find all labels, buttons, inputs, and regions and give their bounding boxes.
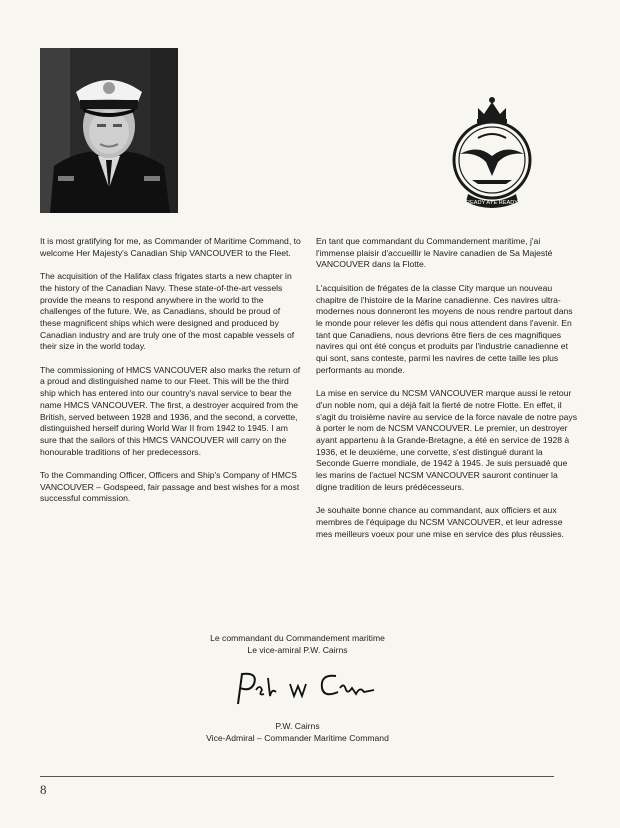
maritime-command-crest xyxy=(448,94,536,212)
footer-rule xyxy=(40,776,554,777)
french-title: Le commandant du Commandement maritime xyxy=(210,633,385,643)
french-paragraph: Je souhaite bonne chance au commandant, aux officiers et aux membres de l'équipage du NCSM VANCOUVER, et leur adresse mes meilleurs voeux pour une mise en service des plus réussies. xyxy=(316,505,564,539)
english-paragraph: The acquisition of the Halifax class frigates starts a new chapter in the history of the Canadian Navy. These state-of-the-art vessels provide the means to respond anywhere in the world to the challenges of the future. We, as Canadians, should be proud of these magnificent ships which were designed and produced by Canadian industry and are truly one of the most capable vessels of their size in the world today. xyxy=(40,271,295,352)
english-paragraph: It is most gratifying for me, as Commander of Maritime Command, to welcome Her Majesty's Canadian Ship VANCOUVER to the Fleet. xyxy=(40,236,301,258)
portrait-photo xyxy=(40,48,178,213)
french-message xyxy=(316,236,578,552)
english-title: Vice-Admiral – Commander Maritime Command xyxy=(206,732,389,743)
french-rank: Le vice-amiral P.W. Cairns xyxy=(247,644,348,655)
page-number: 8 xyxy=(40,782,47,797)
english-paragraph: To the Commanding Officer, Officers and Ship's Company of HMCS VANCOUVER – Godspeed, fair passage and best wishes for a most successful commission. xyxy=(40,470,300,504)
english-signature-block xyxy=(0,721,595,744)
french-paragraph: L'acquisition de frégates de la classe City marque un nouveau chapitre de l'histoire de la Marine canadienne. Ces navires ultra-modernes nous donneront les moyens de nous rendre partout dans le monde pour relever les défis qui nous attendent dans l'avenir. En tant que Canadiens, nous devrions être fiers de ces magnifiques navires qui ont été conçus et produits par l'industrie canadienne et qui sont, sans conteste, parmi les navires de cette taille les plus performants au monde. xyxy=(316,282,573,375)
french-paragraph: La mise en service du NCSM VANCOUVER marque aussi le retour d'un noble nom, qui a déjà fait la fierté de notre Flotte. En effet, il s'agit du troisième navire au service de la force navale de notre pays à porter le nom de NCSM VANCOUVER. Le premier, un destroyer ayant appartenu à la Grande-Bretagne, a été en service de 1928 à 1936, et le deuxième, une corvette, s'est distingué durant la Seconde Guerre mondiale, de 1942 à 1945. Je suis persuadé que les marins de l'actuel NCSM VANCOUVER sauront continuer la digne tradition de leurs prédécesseurs. xyxy=(316,388,578,492)
crest-motto: READY AYE READY xyxy=(465,200,519,206)
french-paragraph: En tant que commandant du Commandement maritime, j'ai l'immense plaisir d'accueillir le Navire canadien de Sa Majesté VANCOUVER dans la Flotte. xyxy=(316,236,553,270)
french-signature-block xyxy=(0,633,595,656)
english-message xyxy=(40,236,302,517)
english-paragraph: The commissioning of HMCS VANCOUVER also marks the return of a proud and distinguished name to our Fleet. This will be the third ship which has entered into our country's naval service to bear the name HMCS VANCOUVER. The first, a destroyer acquired from the British, served between 1928 and 1936, and the second, a corvette, distinguished herself during World War II from 1942 to 1945. I am sure that the sailors of this HMCS VANCOUVER will carry on the honourable traditions of her predecessors. xyxy=(40,364,301,457)
handwritten-signature xyxy=(228,666,378,716)
signatory-name: P.W. Cairns xyxy=(275,721,320,731)
